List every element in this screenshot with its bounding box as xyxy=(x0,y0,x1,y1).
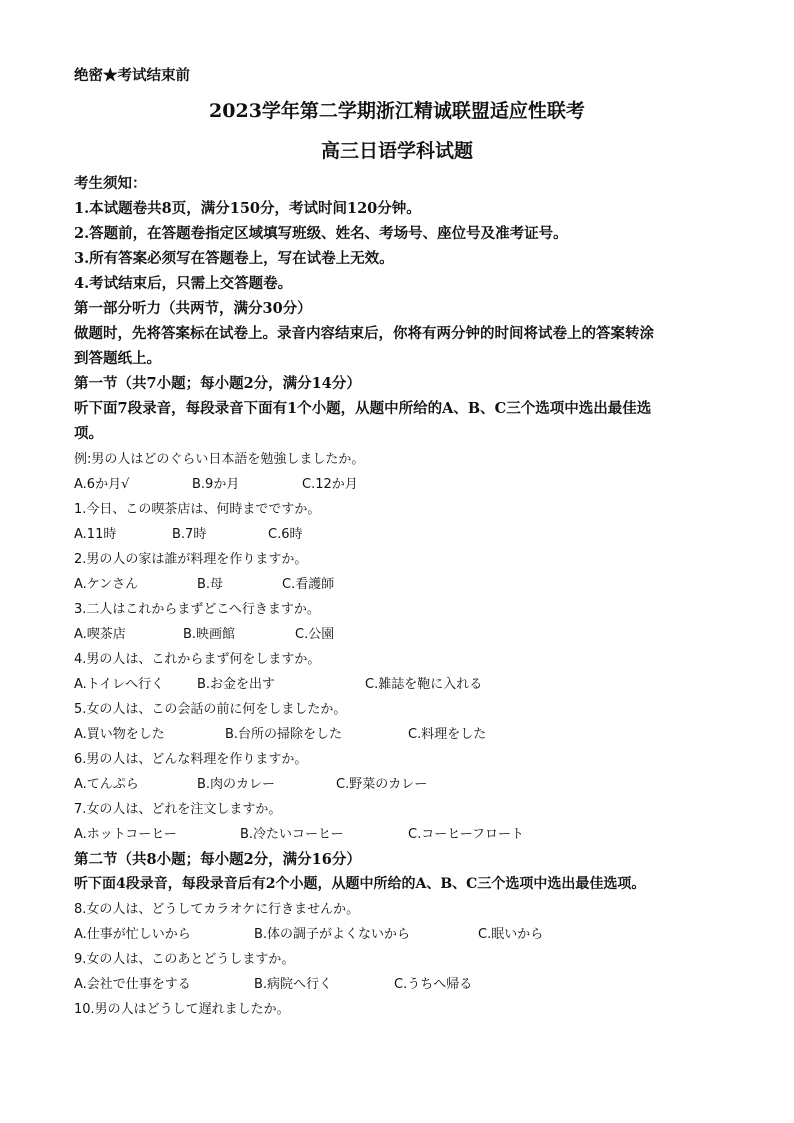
question-3-option-c: C.公園 xyxy=(295,627,335,642)
part1-heading: 第一部分听力（共两节，满分30分） xyxy=(74,300,312,317)
question-1-option-c: C.6時 xyxy=(268,527,303,542)
question-6-option-b: B.肉のカレー xyxy=(197,777,276,792)
notice-item: 3.所有答案必须写在答题卷上，写在试卷上无效。 xyxy=(74,250,394,267)
question-8-option-a: A.仕事が忙しいから xyxy=(74,927,191,942)
question-2-option-b: B.母 xyxy=(197,577,224,592)
confidential-mark: 绝密★考试结束前 xyxy=(74,67,190,84)
part1-instructions-cont: 到答题纸上。 xyxy=(74,350,161,367)
question-7-option-c: C.コーヒーフロート xyxy=(408,827,525,842)
question-9: 9.女の人は、このあとどうしますか。 xyxy=(74,952,295,967)
notice-item: 2.答题前，在答题卷指定区域填写班级、姓名、考场号、座位号及准考证号。 xyxy=(74,225,568,242)
question-3-option-a: A.喫茶店 xyxy=(74,627,126,642)
question-1-option-a: A.11時 xyxy=(74,527,117,542)
question-5-option-b: B.台所の掃除をした xyxy=(225,727,343,742)
question-8-option-c: C.眠いから xyxy=(478,927,544,942)
question-7-option-a: A.ホットコーヒー xyxy=(74,827,177,842)
question-2-option-c: C.看護師 xyxy=(282,577,335,592)
question-6-option-c: C.野菜のカレー xyxy=(336,777,428,792)
question-8: 8.女の人は、どうしてカラオケに行きませんか。 xyxy=(74,902,360,917)
question-9-option-c: C.うちへ帰る xyxy=(394,977,473,992)
section1-instructions: 听下面7段录音，每段录音下面有1个小题，从题中所给的A、B、C三个选项中选出最佳选 xyxy=(74,400,652,417)
example-option-c: C.12か月 xyxy=(302,477,358,492)
notice-item: 4.考试结束后，只需上交答题卷。 xyxy=(74,275,293,292)
notice-heading: 考生须知： xyxy=(74,175,147,192)
question-9-option-a: A.会社で仕事をする xyxy=(74,977,191,992)
question-8-option-b: B.体の調子がよくないから xyxy=(254,927,411,942)
question-3: 3.二人はこれからまずどこへ行きますか。 xyxy=(74,602,320,617)
question-2: 2.男の人の家は誰が料理を作りますか。 xyxy=(74,552,308,567)
section2-heading: 第二节（共8小题；每小题2分，满分16分） xyxy=(74,851,361,868)
question-9-option-b: B.病院へ行く xyxy=(254,977,333,992)
notice-item: 1.本试题卷共8页，满分150分，考试时间120分钟。 xyxy=(74,200,421,217)
question-4-option-b: B.お金を出す xyxy=(197,677,276,692)
question-1: 1.今日、この喫茶店は、何時までですか。 xyxy=(74,502,321,517)
section1-instructions-cont: 项。 xyxy=(74,425,103,442)
part1-instructions: 做题时，先将答案标在试卷上。录音内容结束后，你将有两分钟的时间将试卷上的答案转涂 xyxy=(74,325,654,342)
question-4-option-a: A.トイレへ行く xyxy=(74,677,165,692)
question-10: 10.男の人はどうして遅れましたか。 xyxy=(74,1002,290,1017)
question-3-option-b: B.映画館 xyxy=(183,627,236,642)
exam-title: 2023学年第二学期浙江精诚联盟适应性联考 xyxy=(209,100,585,122)
question-7: 7.女の人は、どれを注文しますか。 xyxy=(74,802,282,817)
question-5-option-a: A.買い物をした xyxy=(74,727,165,742)
question-2-option-a: A.ケンさん xyxy=(74,577,139,592)
section1-heading: 第一节（共7小题；每小题2分，满分14分） xyxy=(74,375,361,392)
example-option-a: A.6か月√ xyxy=(74,477,130,492)
question-6: 6.男の人は、どんな料理を作りますか。 xyxy=(74,752,308,767)
question-6-option-a: A.てんぷら xyxy=(74,777,139,792)
question-4-option-c: C.雑誌を鞄に入れる xyxy=(365,677,483,692)
example-question: 例:男の人はどのぐらい日本語を勉強しましたか。 xyxy=(74,452,365,467)
question-4: 4.男の人は、これからまず何をしますか。 xyxy=(74,652,321,667)
example-option-b: B.9か月 xyxy=(192,477,240,492)
question-7-option-b: B.冷たいコーヒー xyxy=(240,827,344,842)
question-5: 5.女の人は、この会話の前に何をしましたか。 xyxy=(74,702,347,717)
section2-instructions: 听下面4段录音，每段录音后有2个小题，从题中所给的A、B、C三个选项中选出最佳选项。 xyxy=(74,876,646,892)
exam-subtitle: 高三日语学科试题 xyxy=(320,140,473,162)
question-5-option-c: C.料理をした xyxy=(408,727,487,742)
question-1-option-b: B.7時 xyxy=(172,527,207,542)
